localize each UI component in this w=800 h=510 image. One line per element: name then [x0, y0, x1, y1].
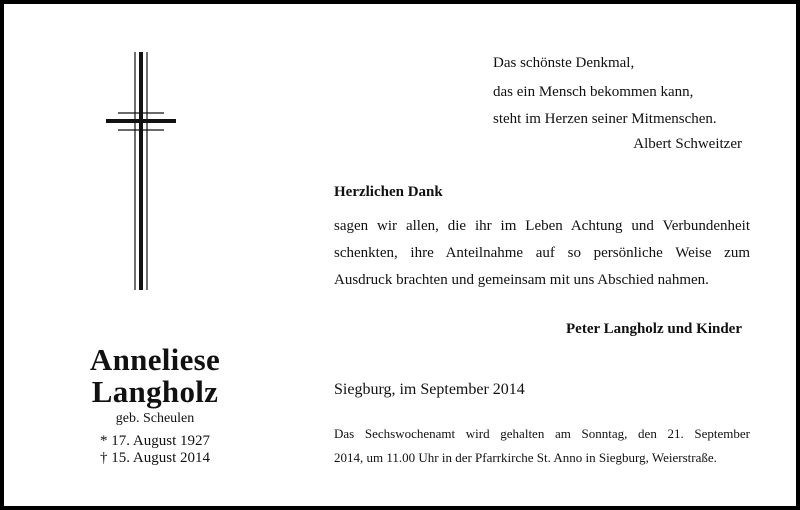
thanks-line: Ausdruck brachten und gemeinsam mit uns Abschied nahmen. [334, 272, 709, 288]
mass-notice-line: Das Sechswochenamt wird gehalten am Sonntag, den 21. September [334, 426, 750, 441]
death-date: † 15. August 2014 [99, 450, 210, 466]
maiden-name: geb. Scheulen [115, 411, 195, 426]
mass-notice-line: 2014, um 11.00 Uhr in der Pfarrkirche St. Anno in Siegburg, Weierstraße. [334, 450, 717, 465]
quote-line: Das schönste Denkmal, [493, 55, 635, 71]
quote-line: steht im Herzen seiner Mitmenschen. [493, 111, 717, 127]
quote-author: Albert Schweitzer [633, 136, 742, 152]
place-date: Siegburg, im September 2014 [334, 381, 525, 398]
thanks-line: sagen wir allen, die ihr im Leben Achtung und Verbundenheit [334, 218, 750, 234]
deceased-last-name: Langholz [91, 374, 219, 409]
thanks-line: schenkten, ihre Anteilnahme auf so persönliche Weise zum [334, 245, 750, 261]
cross-icon [104, 50, 178, 292]
birth-date: * 17. August 1927 [99, 433, 210, 449]
deceased-first-name: Anneliese [89, 342, 221, 377]
quote-line: das ein Mensch bekommen kann, [493, 84, 694, 100]
thanks-heading: Herzlichen Dank [334, 184, 443, 200]
signature: Peter Langholz und Kinder [566, 321, 742, 337]
